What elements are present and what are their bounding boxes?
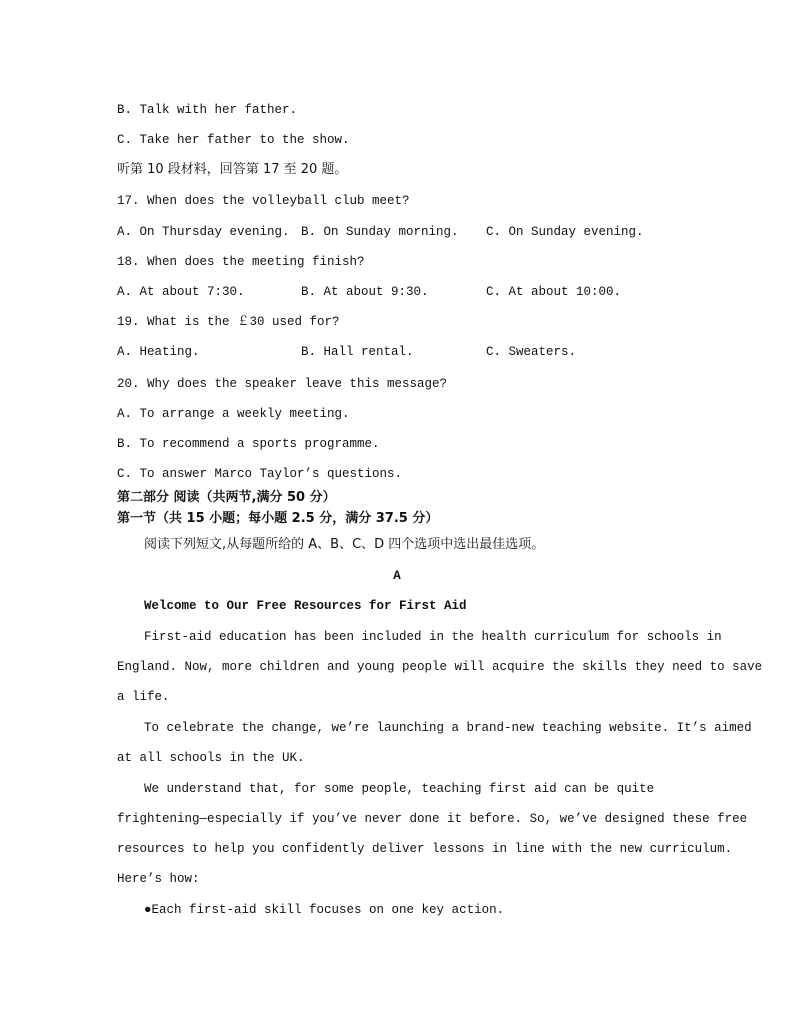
- question-19-option-b: B. Hall rental.: [301, 345, 414, 359]
- passage-line: We understand that, for some people, teaching first aid can be quite: [144, 782, 655, 796]
- question-18-option-a: A. At about 7:30.: [117, 285, 245, 299]
- passage-line: a life.: [117, 690, 170, 704]
- section1-heading: 第一节（共 15 小题；每小题 2.5 分，满分 37.5 分）: [117, 511, 439, 526]
- q16-option-b: B. Talk with her father.: [117, 103, 298, 117]
- bullet-text: Each first-aid skill focuses on one key action.: [151, 903, 505, 917]
- passage-line: Here’s how:: [117, 872, 200, 886]
- part2-heading: 第二部分 阅读（共两节,满分 50 分）: [117, 490, 336, 505]
- question-17-stem: 17. When does the volleyball club meet?: [117, 194, 410, 208]
- reading-instruction: 阅读下列短文,从每题所给的 A、B、C、D 四个选项中选出最佳选项。: [144, 537, 545, 552]
- passage-line: England. Now, more children and young people will acquire the skills they need to save: [117, 660, 763, 674]
- question-19-option-a: A. Heating.: [117, 345, 200, 359]
- question-18-option-c: C. At about 10:00.: [486, 285, 622, 299]
- passage-title: Welcome to Our Free Resources for First Aid: [144, 599, 467, 613]
- question-18-option-b: B. At about 9:30.: [301, 285, 429, 299]
- question-20-stem: 20. Why does the speaker leave this message?: [117, 377, 448, 391]
- passage-line: at all schools in the UK.: [117, 751, 305, 765]
- passage-label: A: [393, 569, 401, 583]
- question-19-stem: 19. What is the ￡30 used for?: [117, 315, 340, 329]
- question-20-option-b: B. To recommend a sports programme.: [117, 437, 380, 451]
- q16-option-c: C. Take her father to the show.: [117, 133, 350, 147]
- passage-line: To celebrate the change, we’re launching a brand-new teaching website. It’s aimed: [144, 721, 752, 735]
- question-17-option-a: A. On Thursday evening.: [117, 225, 290, 239]
- question-17-option-c: C. On Sunday evening.: [486, 225, 644, 239]
- passage-line: First-aid education has been included in the health curriculum for schools in: [144, 630, 722, 644]
- listening-instruction-10: 听第 10 段材料，回答第 17 至 20 题。: [117, 162, 348, 177]
- question-18-stem: 18. When does the meeting finish?: [117, 255, 365, 269]
- question-20-option-c: C. To answer Marco Taylor’s questions.: [117, 467, 403, 481]
- passage-line: frightening—especially if you’ve never done it before. So, we’ve designed these free: [117, 812, 748, 826]
- bullet-item: [144, 902, 504, 918]
- bullet-dot-icon: ●: [144, 903, 152, 917]
- question-20-option-a: A. To arrange a weekly meeting.: [117, 407, 350, 421]
- question-17-option-b: B. On Sunday morning.: [301, 225, 459, 239]
- question-19-option-c: C. Sweaters.: [486, 345, 577, 359]
- passage-line: resources to help you confidently deliver lessons in line with the new curriculum.: [117, 842, 733, 856]
